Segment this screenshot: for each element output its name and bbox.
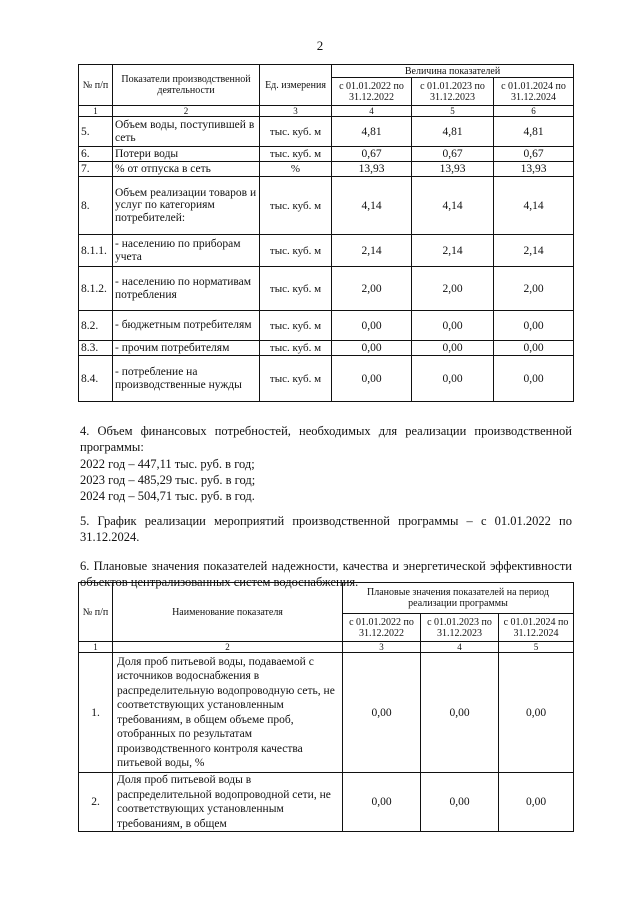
finance-2022: 2022 год – 447,11 тыс. руб. в год; bbox=[80, 457, 255, 471]
header-period-2022: с 01.01.2022 по 31.12.2022 bbox=[343, 614, 421, 642]
header-indicator: Наименование показателя bbox=[113, 583, 343, 642]
col-number: 2 bbox=[113, 642, 343, 653]
row-name: - потребление на производственные нужды bbox=[113, 356, 260, 402]
row-value-2024: 0,67 bbox=[494, 147, 574, 162]
table-row bbox=[79, 356, 574, 402]
page-number: 2 bbox=[316, 38, 324, 53]
row-value-2024: 4,14 bbox=[494, 177, 574, 235]
row-name: - населению по нормативам потребления bbox=[113, 267, 260, 311]
row-value-2023: 2,00 bbox=[412, 267, 494, 311]
section-4-text: 4. Объем финансовых потребностей, необходимых для реализации производственной программы: bbox=[80, 424, 572, 454]
row-value-2023: 0,00 bbox=[421, 773, 499, 832]
row-name: Объем реализации товаров и услуг по категориям потребителей: bbox=[113, 177, 260, 235]
header-num: № п/п bbox=[79, 583, 113, 642]
row-value-2024: 0,00 bbox=[494, 341, 574, 356]
col-number: 4 bbox=[332, 106, 412, 117]
table-row bbox=[79, 267, 574, 311]
row-value-2023: 13,93 bbox=[412, 162, 494, 177]
row-unit: тыс. куб. м bbox=[260, 311, 332, 341]
row-name: Доля проб питьевой воды, подаваемой с источников водоснабжения в распределительную водопроводную сеть, не соответствующих установленным требованиям, в общем объеме проб, отобранных по результатам производственного контроля качества питьевой воды, % bbox=[113, 653, 343, 773]
row-value-2023: 0,00 bbox=[412, 356, 494, 402]
header-period-2023: с 01.01.2023 по 31.12.2023 bbox=[421, 614, 499, 642]
row-unit: тыс. куб. м bbox=[260, 356, 332, 402]
col-number: 2 bbox=[113, 106, 260, 117]
row-value-2023: 4,14 bbox=[412, 177, 494, 235]
row-unit: тыс. куб. м bbox=[260, 147, 332, 162]
row-unit: тыс. куб. м bbox=[260, 117, 332, 147]
table-row bbox=[79, 177, 574, 235]
row-unit: тыс. куб. м bbox=[260, 267, 332, 311]
row-unit: тыс. куб. м bbox=[260, 177, 332, 235]
table-row bbox=[79, 147, 574, 162]
header-period-2023: с 01.01.2023 по 31.12.2023 bbox=[412, 78, 494, 106]
col-number: 4 bbox=[421, 642, 499, 653]
row-unit: тыс. куб. м bbox=[260, 235, 332, 267]
table-row bbox=[79, 311, 574, 341]
table-row bbox=[79, 235, 574, 267]
table-row bbox=[79, 773, 574, 832]
row-value-2024: 4,81 bbox=[494, 117, 574, 147]
col-number: 3 bbox=[343, 642, 421, 653]
row-value-2023: 2,14 bbox=[412, 235, 494, 267]
header-period-2024: с 01.01.2024 по 31.12.2024 bbox=[499, 614, 574, 642]
row-name: Потери воды bbox=[113, 147, 260, 162]
row-unit: тыс. куб. м bbox=[260, 341, 332, 356]
row-value-2022: 4,81 bbox=[332, 117, 412, 147]
row-num: 5. bbox=[79, 117, 113, 147]
row-value-2023: 0,00 bbox=[412, 311, 494, 341]
row-name: Объем воды, поступившей в сеть bbox=[113, 117, 260, 147]
table-row bbox=[79, 653, 574, 773]
production-indicators-table bbox=[78, 64, 574, 402]
row-num: 8.2. bbox=[79, 311, 113, 341]
row-value-2024: 0,00 bbox=[494, 311, 574, 341]
row-num: 1. bbox=[79, 653, 113, 773]
row-value-2023: 0,67 bbox=[412, 147, 494, 162]
row-name: - населению по приборам учета bbox=[113, 235, 260, 267]
finance-2024: 2024 год – 504,71 тыс. руб. в год. bbox=[80, 489, 255, 503]
col-number: 3 bbox=[260, 106, 332, 117]
table-row bbox=[79, 117, 574, 147]
row-value-2022: 2,14 bbox=[332, 235, 412, 267]
row-value-2024: 13,93 bbox=[494, 162, 574, 177]
row-num: 6. bbox=[79, 147, 113, 162]
row-name: Доля проб питьевой воды в распределительной водопроводной сети, не соответствующих установленным требованиям, в общем bbox=[113, 773, 343, 832]
row-num: 7. bbox=[79, 162, 113, 177]
row-num: 8.4. bbox=[79, 356, 113, 402]
header-unit: Ед. измерения bbox=[260, 65, 332, 106]
header-planned-group: Плановые значения показателей на период реализации программы bbox=[343, 583, 574, 614]
col-number: 6 bbox=[494, 106, 574, 117]
col-number: 1 bbox=[79, 106, 113, 117]
row-value-2022: 0,00 bbox=[332, 311, 412, 341]
header-period-2024: с 01.01.2024 по 31.12.2024 bbox=[494, 78, 574, 106]
row-value-2024: 0,00 bbox=[494, 356, 574, 402]
row-num: 8.1.1. bbox=[79, 235, 113, 267]
row-value-2022: 0,00 bbox=[343, 773, 421, 832]
row-value-2024: 2,14 bbox=[494, 235, 574, 267]
row-value-2024: 0,00 bbox=[499, 773, 574, 832]
header-values-group: Величина показателей bbox=[332, 65, 574, 78]
row-name: - бюджетным потребителям bbox=[113, 311, 260, 341]
row-value-2022: 0,00 bbox=[343, 653, 421, 773]
row-value-2024: 0,00 bbox=[499, 653, 574, 773]
row-name: - прочим потребителям bbox=[113, 341, 260, 356]
row-num: 8.3. bbox=[79, 341, 113, 356]
header-period-2022: с 01.01.2022 по 31.12.2022 bbox=[332, 78, 412, 106]
section-5-text: 5. График реализации мероприятий производственной программы – с 01.01.2022 по 31.12.2024. bbox=[80, 514, 572, 544]
row-value-2023: 0,00 bbox=[412, 341, 494, 356]
row-value-2022: 4,14 bbox=[332, 177, 412, 235]
row-num: 2. bbox=[79, 773, 113, 832]
row-value-2022: 0,00 bbox=[332, 341, 412, 356]
col-number: 5 bbox=[412, 106, 494, 117]
row-value-2024: 2,00 bbox=[494, 267, 574, 311]
row-name: % от отпуска в сеть bbox=[113, 162, 260, 177]
col-number: 1 bbox=[79, 642, 113, 653]
table-row bbox=[79, 162, 574, 177]
col-number: 5 bbox=[499, 642, 574, 653]
row-value-2023: 0,00 bbox=[421, 653, 499, 773]
section-6-text: 6. Плановые значения показателей надежности, качества и энергетической эффективности объектов централизованных систем водоснабжения. bbox=[80, 559, 572, 589]
row-num: 8. bbox=[79, 177, 113, 235]
row-value-2023: 4,81 bbox=[412, 117, 494, 147]
row-value-2022: 0,00 bbox=[332, 356, 412, 402]
row-unit: % bbox=[260, 162, 332, 177]
row-value-2022: 0,67 bbox=[332, 147, 412, 162]
header-indicator: Показатели производственной деятельности bbox=[113, 65, 260, 106]
table-row bbox=[79, 341, 574, 356]
reliability-indicators-table bbox=[78, 582, 574, 832]
row-num: 8.1.2. bbox=[79, 267, 113, 311]
row-value-2022: 13,93 bbox=[332, 162, 412, 177]
row-value-2022: 2,00 bbox=[332, 267, 412, 311]
header-num: № п/п bbox=[79, 65, 113, 106]
finance-2023: 2023 год – 485,29 тыс. руб. в год; bbox=[80, 473, 256, 487]
